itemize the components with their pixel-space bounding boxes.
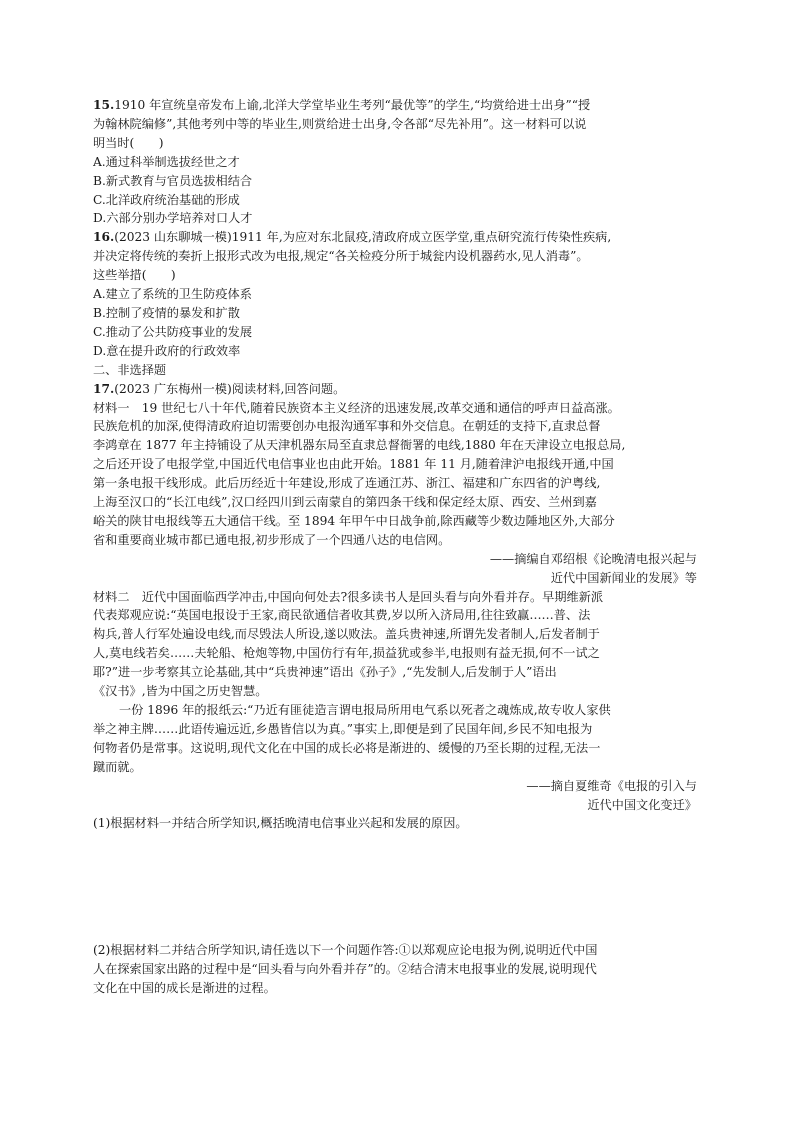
sub-question-2 [93, 941, 705, 998]
section-title: 二、非选择题 [93, 362, 167, 377]
material-1-line: 民族危机的加深,使得清政府迫切需要创办电报沟通军事和外交信息。在朝廷的支持下,直隶总督 [93, 419, 601, 434]
question-15-option-b: B.新式教育与官员选拔相结合 [93, 173, 253, 188]
question-16-stem-line-2: 并决定将传统的奏折上报形式改为电报,规定“各关检疫分所于城瓮内设机器药水,见人消毒”。 [93, 249, 589, 264]
material-2-paragraph-2-line: 一份 1896 年的报纸云:“乃近有匪徒造言谓电报局所用电气系以死者之魂炼成,故专收人家供 [119, 703, 611, 717]
material-1-source: ——摘编自邓绍根《论晚清电报兴起与 [489, 551, 697, 566]
sub-question-1: (1)根据材料一并结合所学知识,概括晚清电信事业兴起和发展的原因。 [93, 816, 468, 831]
question-16-option-b: B.控制了疫情的暴发和扩散 [93, 305, 240, 320]
material-1-line: 省和重要商业城市都已通电报,初步形成了一个四通八达的电信网。 [93, 532, 451, 547]
question-16-stem-line-1: 16.(2023 山东聊城一模)1911 年,为应对东北鼠疫,清政府成立医学堂,重点研究流行传染性疾病, [93, 230, 612, 245]
question-15-stem-line-2: 为翰林院编修”,其他考列中等的毕业生,则赏给进士出身,令各部“尽先补用”。这一材料可以说 [93, 116, 587, 131]
question-16-stem-line-3: 这些举措( ) [93, 268, 176, 283]
question-15-stem-line-3: 明当时( ) [93, 135, 164, 150]
question-17 [93, 380, 705, 998]
material-2-line: 耶?”进一步考察其立论基础,其中“兵贵神速”语出《孙子》,“先发制人,后发制于人”语出 [93, 665, 557, 680]
question-15-stem-line-1: 15.1910 年宣统皇帝发布上谕,北洋大学堂毕业生考列“最优等”的学生,“均赏给进士出身”“授 [93, 98, 591, 112]
material-2-line: 人,莫电线若矣……夫轮船、枪炮等物,中国仿行有年,损益犹或参半,电报则有益无损,何不一试之 [93, 646, 600, 661]
question-17-intro: 17.(2023 广东梅州一模)阅读材料,回答问题。 [93, 381, 346, 396]
question-17-number: 17. [93, 381, 115, 396]
question-15-option-c: C.北洋政府统治基础的形成 [93, 192, 240, 207]
material-1-line: 峪关的陕甘电报线等五大通信干线。至 1894 年甲午中日战争前,除西藏等少数边陲地区外,大部分 [93, 513, 615, 528]
sub-question-2-line: 文化在中国的成长是渐进的过程。 [93, 981, 276, 996]
material-2-paragraph-2-line: 蹴而就。 [93, 759, 142, 774]
material-2-source: ——摘自夏维奇《电报的引入与 [526, 778, 697, 793]
sub-question-2-line: 人在探索国家出路的过程中是“回头看与向外看并存”的。②结合清末电报事业的发展,说明现代 [93, 962, 597, 977]
material-2-line: 构兵,普人行军处遍设电线,而尽毁法人所设,遂以败法。盖兵贵神速,所谓先发者制人,后发者制于 [93, 627, 600, 642]
material-2-paragraph-2-line: 何物者仍是常事。这说明,现代文化在中国的成长必将是渐进的、缓慢的乃至长期的过程,无法一 [93, 740, 601, 755]
material-2-paragraph-2-line: 举之神主牌……此语传遍远近,乡愚皆信以为真。”事实上,即便是到了民国年间,乡民不知电报为 [93, 721, 593, 736]
material-1 [93, 399, 705, 588]
question-16-option-d: D.意在提升政府的行政效率 [93, 343, 241, 358]
answer-space-1 [93, 833, 705, 941]
material-2 [93, 588, 705, 815]
material-1-line: 李鸿章在 1877 年主持铺设了从天津机器东局至直隶总督衙署的电线,1880 年在天津设立电报总局, [93, 438, 626, 453]
question-15-option-a: A.通过科举制选拔经世之才 [93, 154, 240, 169]
material-1-line: 之后还开设了电报学堂,中国近代电信事业也由此开始。1881 年 11 月,随着津沪电报线开通,中国 [93, 457, 614, 472]
question-15-option-d: D.六部分别办学培养对口人才 [93, 211, 253, 226]
question-16-number: 16. [93, 230, 115, 245]
question-16-option-c: C.推动了公共防疫事业的发展 [93, 324, 253, 339]
material-1-line: 材料一 19 世纪七八十年代,随着民族资本主义经济的迅速发展,改革交通和通信的呼声日益高涨。 [93, 400, 620, 415]
material-1-line: 上海至汉口的“长江电线”,汉口经四川到云南蒙自的第四条干线和保定经太原、西安、兰州到嘉 [93, 495, 597, 510]
material-2-line: 材料二 近代中国面临西学冲击,中国向何处去?很多读书人是回头看与向外看并存。早期维新派 [93, 589, 604, 604]
question-15-number: 15. [93, 98, 115, 112]
question-15 [93, 96, 705, 228]
material-2-source: 近代中国文化变迁》 [587, 797, 697, 812]
material-1-line: 第一条电报干线形成。此后历经近十年建设,形成了连通江苏、浙江、福建和广东四省的沪粤线, [93, 476, 601, 491]
question-16 [93, 228, 705, 360]
sub-question-2-line: (2)根据材料二并结合所学知识,请任选以下一个问题作答:①以郑观应论电报为例,说明近代中国 [93, 943, 598, 958]
exam-page [93, 96, 705, 998]
question-16-option-a: A.建立了系统的卫生防疫体系 [93, 287, 252, 302]
material-1-source: 近代中国新闻业的发展》等 [550, 570, 697, 585]
material-2-line: 《汉书》,皆为中国之历史智慧。 [93, 684, 268, 699]
material-2-line: 代表郑观应说:“英国电报设于王家,商民欲通信者收其费,岁以所入济局用,往往致赢……普、法 [93, 608, 591, 623]
